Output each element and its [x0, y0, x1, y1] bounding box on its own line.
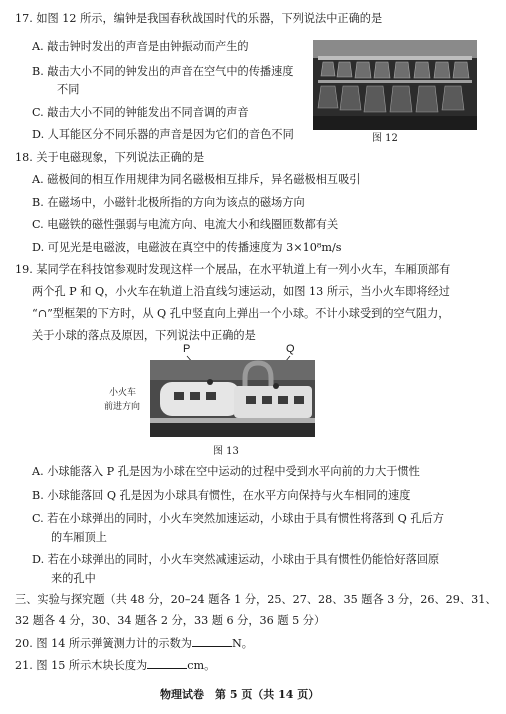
q21-answer-blank[interactable] [147, 659, 187, 669]
q18-option-d: D. 可见光是电磁波，电磁波在真空中的传播速度为 3×10⁸m/s [32, 241, 342, 254]
q19-option-d-line2: 来的孔中 [51, 572, 96, 585]
figure-13-caption: 图 13 [213, 446, 239, 457]
figure-13-label-q: Q [286, 343, 295, 355]
bianzhong-illustration [313, 40, 477, 130]
q19-option-b: B. 小球能落回 Q 孔是因为小球具有惯性，在水平方向保持与火车相同的速度 [32, 489, 411, 502]
figure-12-caption: 图 12 [372, 133, 398, 144]
q19-option-c-line2: 的车厢顶上 [51, 531, 107, 544]
q17-option-b-line2: 不同 [57, 83, 80, 96]
q17-option-a: A. 敲击钟时发出的声音是由钟振动而产生的 [32, 40, 249, 53]
q20-unit: N。 [231, 637, 253, 650]
section-3-header-line1: 三、实验与探究题（共 48 分，20–24 题各 1 分，25、27、28、35 题各 3 分，26、29、31、 [15, 593, 497, 606]
q20-answer-blank[interactable] [192, 637, 232, 647]
q19-stem-line4: 关于小球的落点及原因，下列说法中正确的是 [32, 329, 256, 342]
q17-stem: 17. 如图 12 所示，编钟是我国春秋战国时代的乐器，下列说法中正确的是 [15, 12, 383, 25]
q21-unit: cm。 [187, 659, 216, 672]
q18-stem: 18. 关于电磁现象，下列说法正确的是 [15, 151, 205, 164]
q17-option-d: D. 人耳能区分不同乐器的声音是因为它们的音色不同 [32, 128, 294, 141]
figure-13-side-label-2: 前进方向 [104, 402, 141, 412]
q19-stem-line2: 两个孔 P 和 Q，小火车在轨道上沿直线匀速运动，如图 13 所示，当小火车即将经过 [32, 285, 450, 298]
figure-12-bianzhong-photo [313, 40, 477, 130]
q17-option-b-line1: B. 敲击大小不同的钟发出的声音在空气中的传播速度 [32, 65, 294, 78]
q18-option-c: C. 电磁铁的磁性强弱与电流方向、电流大小和线圈匝数都有关 [32, 218, 339, 231]
section-3-header-line2: 32 题各 4 分，30、34 题各 2 分，33 题 6 分，36 题 5 分） [15, 614, 326, 627]
q19-option-a: A. 小球能落入 P 孔是因为小球在空中运动的过程中受到水平向前的力大于惯性 [32, 465, 420, 478]
q21-text: 21. 图 15 所示木块长度为 [15, 659, 148, 672]
figure-13-train-photo [150, 360, 315, 437]
q19-option-d-line1: D. 若在小球弹出的同时，小火车突然减速运动，小球由于具有惯性仍能恰好落回原 [32, 553, 440, 566]
q19-stem-line3: “∩”型框架的下方时，从 Q 孔中竖直向上弹出一个小球。不计小球受到的空气阻力， [32, 307, 450, 320]
figure-13-side-label-1: 小火车 [109, 388, 137, 398]
q20 [15, 637, 253, 649]
figure-13-label-p: P [183, 343, 191, 355]
q19-stem-line1: 19. 某同学在科技馆参观时发现这样一个展品，在水平轨道上有一列小火车，车厢顶部有 [15, 263, 451, 276]
train-illustration [150, 360, 315, 437]
q18-option-b: B. 在磁场中，小磁针北极所指的方向为该点的磁场方向 [32, 196, 305, 209]
q17-option-c: C. 敲击大小不同的钟能发出不同音调的声音 [32, 106, 249, 119]
q18-option-a: A. 磁极间的相互作用规律为同名磁极相互排斥，异名磁极相互吸引 [32, 173, 361, 186]
q21 [15, 659, 215, 671]
q20-text: 20. 图 14 所示弹簧测力计的示数为 [15, 637, 192, 650]
page-footer: 物理试卷 第 5 页（共 14 页） [160, 688, 320, 701]
q19-option-c-line1: C. 若在小球弹出的同时，小火车突然加速运动，小球由于具有惯性将落到 Q 孔后方 [32, 512, 444, 525]
